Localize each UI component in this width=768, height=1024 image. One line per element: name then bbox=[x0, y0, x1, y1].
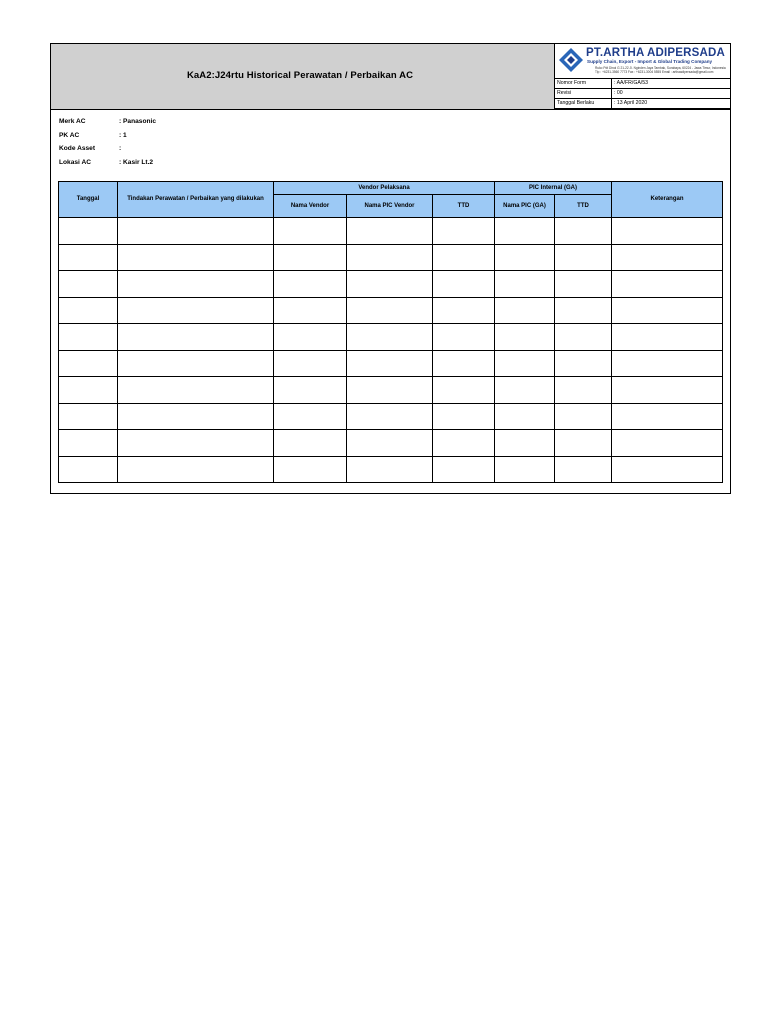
table-row bbox=[59, 218, 723, 245]
table-row bbox=[59, 456, 723, 483]
col-ttd-vendor: TTD bbox=[433, 195, 495, 218]
table-cell[interactable] bbox=[612, 324, 723, 351]
table-cell[interactable] bbox=[433, 271, 495, 298]
col-tanggal: Tanggal bbox=[59, 182, 118, 218]
table-cell[interactable] bbox=[347, 403, 433, 430]
table-cell[interactable] bbox=[59, 430, 118, 457]
table-cell[interactable] bbox=[274, 218, 347, 245]
company-tagline: Supply Chain, Export - Import & Global Trading Company bbox=[587, 59, 713, 64]
ac-info bbox=[59, 115, 156, 169]
table-cell[interactable] bbox=[612, 350, 723, 377]
table-cell[interactable] bbox=[274, 403, 347, 430]
info-row bbox=[59, 129, 156, 143]
table-cell[interactable] bbox=[118, 403, 274, 430]
maintenance-log-table bbox=[58, 181, 723, 483]
table-cell[interactable] bbox=[347, 377, 433, 404]
info-value: : Panasonic bbox=[119, 118, 157, 126]
group-vendor-pelaksana: Vendor Pelaksana bbox=[274, 182, 495, 195]
table-cell[interactable] bbox=[495, 324, 555, 351]
table-cell[interactable] bbox=[555, 297, 612, 324]
table-cell[interactable] bbox=[274, 377, 347, 404]
table-cell[interactable] bbox=[495, 377, 555, 404]
table-cell[interactable] bbox=[347, 271, 433, 298]
company-address: Ruko Pdt Dinoi G 21-22 Jl. Nginden Jaya Tambak, Surabaya, 60224 - Jawa Timur, Indonesia Tlp : +6231-3560 7773 Fax : +6231-3004 5555 Email : arthaadipersada@gmail.com bbox=[595, 66, 726, 74]
table-cell[interactable] bbox=[59, 377, 118, 404]
form-header bbox=[51, 44, 730, 110]
table-cell[interactable] bbox=[274, 430, 347, 457]
table-cell[interactable] bbox=[347, 456, 433, 483]
table-cell[interactable] bbox=[118, 350, 274, 377]
table-cell[interactable] bbox=[495, 218, 555, 245]
table-cell[interactable] bbox=[347, 297, 433, 324]
info-label: Lokasi AC bbox=[59, 158, 91, 166]
table-cell[interactable] bbox=[612, 218, 723, 245]
table-cell[interactable] bbox=[433, 350, 495, 377]
table-cell[interactable] bbox=[555, 350, 612, 377]
table-cell[interactable] bbox=[59, 324, 118, 351]
table-cell[interactable] bbox=[118, 297, 274, 324]
col-keterangan: Keterangan bbox=[612, 182, 723, 218]
meta-row bbox=[555, 79, 730, 89]
info-row bbox=[59, 156, 156, 170]
table-cell[interactable] bbox=[555, 403, 612, 430]
meta-value: : AA/FR/GA/53 bbox=[612, 79, 731, 89]
info-value: : bbox=[119, 145, 122, 153]
table-cell[interactable] bbox=[612, 377, 723, 404]
table-cell[interactable] bbox=[118, 244, 274, 271]
info-label: Merk AC bbox=[59, 118, 86, 126]
table-cell[interactable] bbox=[555, 377, 612, 404]
log-body bbox=[59, 218, 723, 483]
table-row bbox=[59, 377, 723, 404]
info-value: : 1 bbox=[119, 131, 127, 139]
meta-row bbox=[555, 89, 730, 99]
table-cell[interactable] bbox=[555, 324, 612, 351]
table-cell[interactable] bbox=[59, 218, 118, 245]
triangle-logo-icon bbox=[558, 47, 584, 78]
meta-value: : 00 bbox=[612, 89, 731, 99]
info-label: Kode Asset bbox=[59, 145, 96, 153]
table-cell[interactable] bbox=[347, 218, 433, 245]
col-tindakan: Tindakan Perawatan / Perbaikan yang dilakukan bbox=[118, 182, 274, 218]
table-cell[interactable] bbox=[433, 430, 495, 457]
table-cell[interactable] bbox=[118, 218, 274, 245]
table-row bbox=[59, 271, 723, 298]
meta-row bbox=[555, 99, 730, 109]
info-row bbox=[59, 115, 156, 129]
table-cell[interactable] bbox=[433, 456, 495, 483]
table-cell[interactable] bbox=[118, 430, 274, 457]
col-nama-pic-vendor: Nama PIC Vendor bbox=[347, 195, 433, 218]
table-cell[interactable] bbox=[59, 271, 118, 298]
meta-value: : 13 April 2020 bbox=[612, 99, 731, 109]
table-row bbox=[59, 430, 723, 457]
table-cell[interactable] bbox=[612, 297, 723, 324]
table-cell[interactable] bbox=[433, 218, 495, 245]
table-cell[interactable] bbox=[495, 350, 555, 377]
table-cell[interactable] bbox=[433, 377, 495, 404]
table-cell[interactable] bbox=[274, 456, 347, 483]
table-row bbox=[59, 297, 723, 324]
table-cell[interactable] bbox=[612, 430, 723, 457]
table-cell[interactable] bbox=[612, 403, 723, 430]
company-name: PT.ARTHA ADIPERSADA bbox=[586, 47, 726, 59]
table-row bbox=[59, 244, 723, 271]
table-cell[interactable] bbox=[274, 297, 347, 324]
table-cell[interactable] bbox=[118, 456, 274, 483]
col-nama-vendor: Nama Vendor bbox=[274, 195, 347, 218]
col-ttd-pic: TTD bbox=[555, 195, 612, 218]
table-row bbox=[59, 324, 723, 351]
table-cell[interactable] bbox=[274, 271, 347, 298]
table-cell[interactable] bbox=[433, 324, 495, 351]
table-cell[interactable] bbox=[347, 350, 433, 377]
meta-label: Nomor Form bbox=[555, 79, 612, 89]
table-cell[interactable] bbox=[495, 271, 555, 298]
table-cell[interactable] bbox=[59, 350, 118, 377]
table-cell[interactable] bbox=[555, 244, 612, 271]
table-cell[interactable] bbox=[347, 430, 433, 457]
table-cell[interactable] bbox=[433, 403, 495, 430]
info-row bbox=[59, 142, 156, 156]
table-cell[interactable] bbox=[433, 297, 495, 324]
table-cell[interactable] bbox=[274, 350, 347, 377]
table-cell[interactable] bbox=[118, 377, 274, 404]
table-cell[interactable] bbox=[495, 430, 555, 457]
info-value: : Kasir Lt.2 bbox=[119, 158, 154, 166]
form-meta-table bbox=[555, 79, 730, 109]
table-cell[interactable] bbox=[612, 456, 723, 483]
form-title: KaA2:J24rtu Historical Perawatan / Perbaikan AC bbox=[186, 70, 414, 81]
table-cell[interactable] bbox=[612, 271, 723, 298]
table-cell[interactable] bbox=[118, 271, 274, 298]
table-cell[interactable] bbox=[433, 244, 495, 271]
table-cell[interactable] bbox=[59, 297, 118, 324]
table-cell[interactable] bbox=[59, 403, 118, 430]
table-cell[interactable] bbox=[495, 297, 555, 324]
info-label: PK AC bbox=[59, 131, 80, 139]
form-sheet bbox=[50, 43, 731, 494]
meta-label: Tanggal Berlaku bbox=[555, 99, 612, 109]
table-row bbox=[59, 350, 723, 377]
table-cell[interactable] bbox=[347, 244, 433, 271]
table-cell[interactable] bbox=[274, 244, 347, 271]
table-cell[interactable] bbox=[495, 403, 555, 430]
company-logo-box bbox=[555, 44, 730, 79]
table-cell[interactable] bbox=[347, 324, 433, 351]
table-cell[interactable] bbox=[495, 456, 555, 483]
group-pic-internal: PIC Internal (GA) bbox=[495, 182, 612, 195]
table-cell[interactable] bbox=[555, 271, 612, 298]
meta-label: Revisi bbox=[555, 89, 612, 99]
table-cell[interactable] bbox=[59, 244, 118, 271]
table-cell[interactable] bbox=[612, 244, 723, 271]
table-cell[interactable] bbox=[555, 456, 612, 483]
title-area bbox=[51, 44, 555, 109]
table-row bbox=[59, 403, 723, 430]
table-cell[interactable] bbox=[555, 218, 612, 245]
table-cell[interactable] bbox=[118, 324, 274, 351]
table-cell[interactable] bbox=[274, 324, 347, 351]
table-cell[interactable] bbox=[495, 244, 555, 271]
table-cell[interactable] bbox=[59, 456, 118, 483]
table-cell[interactable] bbox=[555, 430, 612, 457]
col-nama-pic-ga: Nama PIC (GA) bbox=[495, 195, 555, 218]
